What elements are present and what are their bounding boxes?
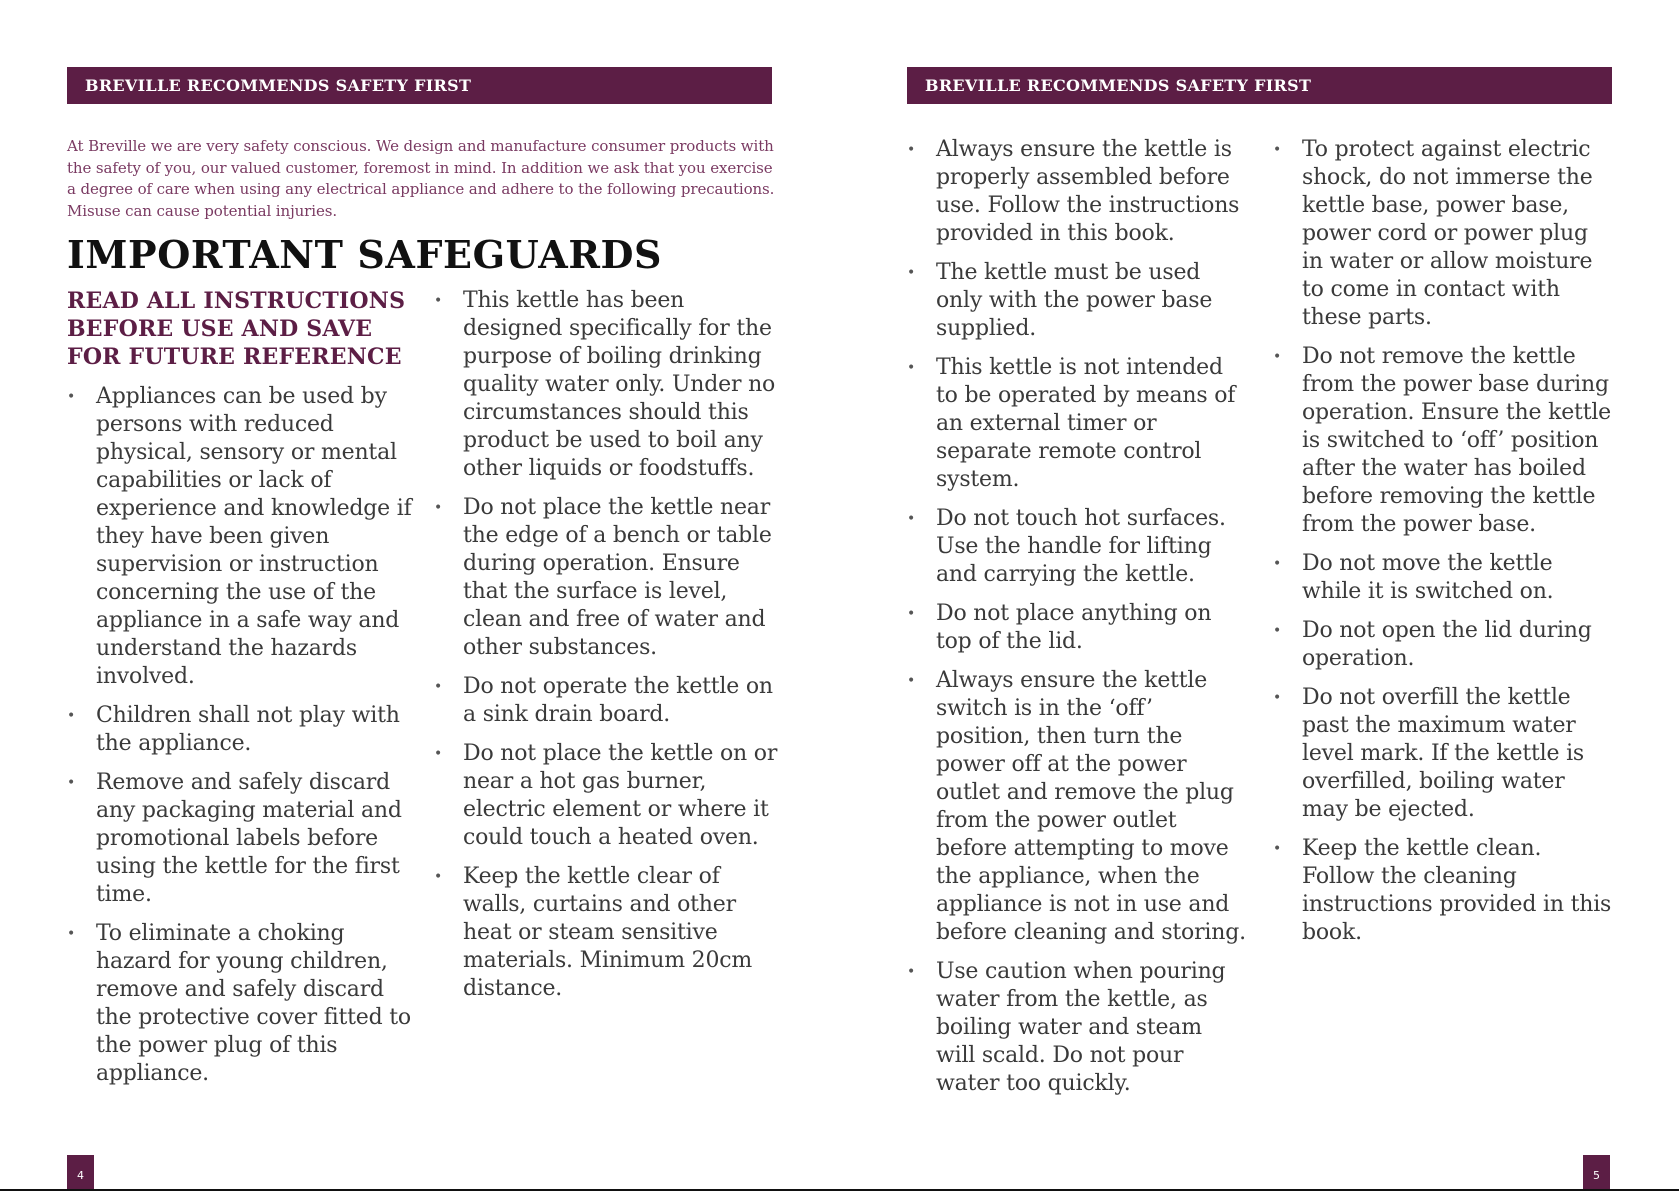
bullet-icon: •: [907, 673, 916, 689]
safeguard-item: [907, 136, 1247, 248]
section-header-bar: BREVILLE RECOMMENDS SAFETY FIRST: [67, 67, 772, 104]
bullet-icon: •: [1273, 690, 1282, 706]
safeguard-text: Do not move the kettle while it is switched on.: [1302, 551, 1554, 604]
section-header-bar: BREVILLE RECOMMENDS SAFETY FIRST: [907, 67, 1612, 104]
safeguard-item: [67, 769, 417, 909]
safeguard-text: Do not place the kettle near the edge of a bench or table during operation. Ensure that the surface is level, clean and free of water and other substances.: [463, 495, 772, 660]
bullet-icon: •: [434, 869, 443, 885]
safeguard-item: [434, 740, 784, 852]
safeguard-item: [907, 958, 1247, 1098]
safeguard-text: Do not overfill the kettle past the maximum water level mark. If the kettle is overfilled, boiling water may be ejected.: [1302, 685, 1585, 822]
safeguard-text: Do not touch hot surfaces. Use the handle for lifting and carrying the kettle.: [936, 506, 1226, 587]
page-number: 4: [67, 1155, 94, 1191]
bullet-icon: •: [67, 775, 76, 791]
safeguard-text: Do not place anything on top of the lid.: [936, 601, 1212, 654]
bullet-icon: •: [67, 926, 76, 942]
bullet-icon: •: [907, 606, 916, 622]
instructions-subheading: READ ALL INSTRUCTIONS BEFORE USE AND SAVE FOR FUTURE REFERENCE: [67, 288, 406, 370]
safeguard-item: [907, 600, 1247, 656]
safeguards-column-1: [67, 383, 417, 1099]
page-number: 5: [1583, 1155, 1610, 1191]
bullet-icon: •: [1273, 556, 1282, 572]
safeguards-column-3: [907, 136, 1247, 1109]
page-title: IMPORTANT SAFEGUARDS: [67, 232, 663, 277]
safeguard-item: [1273, 617, 1613, 673]
safeguard-text: Appliances can be used by persons with reduced physical, sensory or mental capabilities or lack of experience and knowledge if they have been given supervision or instruction concerning the use of the appliance in a safe way and understand the hazards involved.: [96, 384, 412, 689]
safeguard-item: [434, 863, 784, 1003]
safeguard-text: Keep the kettle clean. Follow the cleaning instructions provided in this book.: [1302, 836, 1612, 945]
safeguard-text: Do not operate the kettle on a sink drain board.: [463, 674, 773, 727]
safeguard-text: Children shall not play with the appliance.: [96, 703, 400, 756]
safeguards-column-4: [1273, 136, 1613, 958]
safeguard-item: [1273, 684, 1613, 824]
safeguard-text: This kettle has been designed specifically for the purpose of boiling drinking quality water only. Under no circumstances should this product be used to boil any other liquids or foodstuffs.: [463, 288, 776, 481]
safeguard-text: Do not remove the kettle from the power base during operation. Ensure the kettle is switched to ‘off’ position after the water has boiled before removing the kettle from the power base.: [1302, 344, 1611, 537]
safeguard-text: Always ensure the kettle switch is in the ‘off’ position, then turn the power off at the power outlet and remove the plug from the power outlet before attempting to move the appliance, when the appliance is not in use and before cleaning and storing.: [936, 668, 1246, 945]
bullet-icon: •: [434, 500, 443, 516]
safeguard-text: Do not open the lid during operation.: [1302, 618, 1592, 671]
safeguard-item: [1273, 835, 1613, 947]
safeguard-text: Use caution when pouring water from the kettle, as boiling water and steam will scald. Do not pour water too quickly.: [936, 959, 1226, 1096]
safeguard-text: To eliminate a choking hazard for young children, remove and safely discard the protective cover fitted to the power plug of this appliance.: [96, 921, 411, 1086]
safeguard-item: [907, 667, 1247, 947]
safeguards-column-2: [434, 287, 784, 1014]
safeguard-item: [67, 383, 417, 691]
bullet-icon: •: [907, 511, 916, 527]
safeguard-item: [67, 702, 417, 758]
bullet-icon: •: [1273, 623, 1282, 639]
bullet-icon: •: [1273, 142, 1282, 158]
safeguard-text: Do not place the kettle on or near a hot gas burner, electric element or where it could touch a heated oven.: [463, 741, 778, 850]
bullet-icon: •: [907, 265, 916, 281]
bullet-icon: •: [1273, 841, 1282, 857]
bullet-icon: •: [907, 964, 916, 980]
safeguard-item: [1273, 550, 1613, 606]
safeguard-item: [434, 287, 784, 483]
bullet-icon: •: [434, 679, 443, 695]
safeguard-text: Keep the kettle clear of walls, curtains and other heat or steam sensitive materials. Minimum 20cm distance.: [463, 864, 753, 1001]
safeguard-item: [1273, 343, 1613, 539]
bullet-icon: •: [1273, 349, 1282, 365]
safeguard-text: This kettle is not intended to be operated by means of an external timer or separate remote control system.: [936, 355, 1236, 492]
safeguard-item: [434, 494, 784, 662]
safeguard-text: Remove and safely discard any packaging material and promotional labels before using the kettle for the first time.: [96, 770, 402, 907]
safeguard-text: Always ensure the kettle is properly assembled before use. Follow the instructions provided in this book.: [936, 137, 1240, 246]
intro-paragraph: At Breville we are very safety conscious. We design and manufacture consumer products with the safety of you, our valued customer, foremost in mind. In addition we ask that you exercise a degree of care when using any electrical appliance and adhere to the following precautions. Misuse can cause potential injuries.: [67, 137, 775, 221]
safeguard-item: [434, 673, 784, 729]
right-page: [840, 0, 1679, 1191]
safeguard-item: [67, 920, 417, 1088]
bullet-icon: •: [907, 142, 916, 158]
bullet-icon: •: [907, 360, 916, 376]
bullet-icon: •: [67, 389, 76, 405]
bullet-icon: •: [434, 746, 443, 762]
safeguard-text: To protect against electric shock, do not immerse the kettle base, power base, power cord or power plug in water or allow moisture to come in contact with these parts.: [1302, 137, 1593, 330]
bullet-icon: •: [434, 293, 443, 309]
safeguard-item: [907, 259, 1247, 343]
safeguard-text: The kettle must be used only with the power base supplied.: [936, 260, 1213, 341]
safeguard-item: [907, 354, 1247, 494]
safeguard-item: [907, 505, 1247, 589]
bullet-icon: •: [67, 708, 76, 724]
safeguard-item: [1273, 136, 1613, 332]
